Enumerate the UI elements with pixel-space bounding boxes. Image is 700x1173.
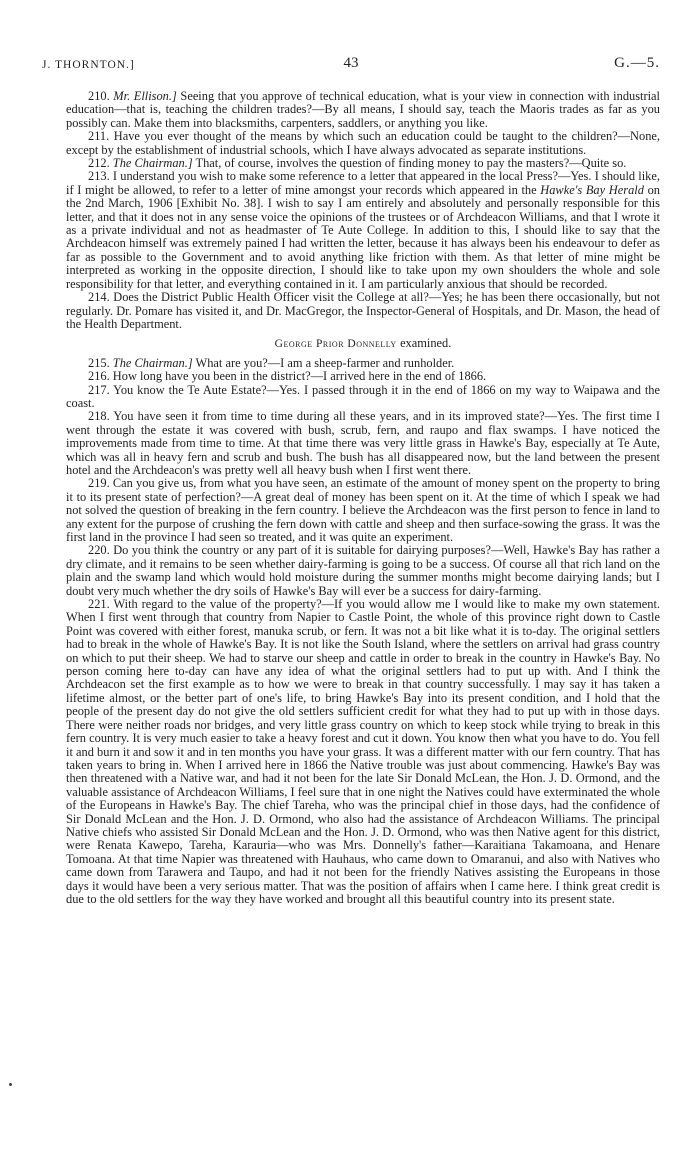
paragraph-215 [66,357,660,370]
paragraph-text: Have you ever thought of the means by which such an education could be taught to the children?—None, except by the establishment of industrial schools, which I have always advocated as separate institutions. [66,129,660,157]
paragraph-number: 211. [88,129,110,144]
document-body [66,90,660,906]
paragraph-218 [66,410,660,477]
document-reference: G.—5. [614,55,660,71]
witness-name: George Prior Donnelly [274,338,397,351]
paragraph-text: Seeing that you approve of technical education, what is your view in connection with industrial education—that is, teaching the children trades?—By all means, I should say, teach the Maoris trades as far as you possibly can. Make them into blacksmiths, carpenters, saddlers, or anything you like. [66,89,660,130]
paragraph-text: Do you think the country or any part of it is suitable for dairying purposes?—Well, Hawke's Bay has rather a dry climate, and it remains to be seen whether dairy-farming is going to be a success. Of course all that rich land on the plain and the swamp land which would hold moisture during the summer months might become dairying lands; but I doubt very much whether the dry soils of Hawke's Bay will ever be a success for dairy-farming. [66,543,660,598]
paragraph-number: 217. [88,382,110,397]
page-number: 43 [343,55,359,71]
paragraph-216 [66,370,660,383]
paragraph-number: 216. [88,369,110,384]
paragraph-211 [66,130,660,157]
paragraph-219 [66,477,660,544]
paragraph-text: You have seen it from time to time during all these years, and in its improved state?—Yes. The first time I went through the estate it was covered with bush, scrub, fern, and raupo and flax swamps. I have noticed the improvements made from time to time. At that time there was very little grass in Hawke's Bay, especially at Te Aute, which was all in heavy fern and scrub and bush. The bush has all disappeared now, but the land between the present hotel and the Archdeacon's was pretty well all heavy bush when I first went there. [66,409,661,477]
paragraph-number: 212. [88,156,110,171]
paragraph-number: 220. [88,543,110,558]
witness-running-head: J. THORNTON.] [42,59,135,71]
paragraph-text-continued: on the 2nd March, 1906 [Exhibit No. 38]. I wish to say I am entirely and absolutely and personally responsible for this letter, and that it does not in any sense voice the opinions of the trustees or of Archdeacon Williams, and that I wrote it as a private individual and not as headmaster of Te Aute College. In addition to this, I should like to say that the Archdeacon himself was extremely pained I had written the letter, because it has always been his endeavour to defer as far as possible to the Government and to avoid anything like friction with them. As that letter of mine might be interpreted as working in the opposite direction, I should like to take upon my own shoulders the whole and sole responsibility for that letter, and everything contained in it. I am particularly anxious that should be recorded. [66,182,660,291]
paragraph-number: 218. [88,409,110,424]
paragraph-text: You know the Te Aute Estate?—Yes. I passed through it in the end of 1866 on my way to Waipawa and the coast. [66,382,660,410]
paragraph-number: 213. [88,169,110,184]
paragraph-text: I understand you wish to make some reference to a letter that appeared in the local Press?—Yes. I should like, if I might be allowed, to refer to a letter of mine amongst your records which appeared in the [66,169,660,197]
paragraph-text: With regard to the value of the property?—If you would allow me I would like to make my own statement. When I first went through that country from Napier to Castle Point, the whole of this province right down to Castle Point was covered with either forest, manuka scrub, or fern. It was not a bit like what it is to-day. The original settlers had to break in the whole of Hawke's Bay. It is not like the South Island, where the settlers on arrival had grass country on which to put their sheep. We had to starve our sheep and cattle in order to break in the country in Hawke's Bay. No person coming here to-day can have any idea of what the original settlers had to put up with. And I think the Archdeacon set the first example as to how we were to break in that country successfully. I may say it has taken a lifetime almost, or the better part of one's life, to bring Hawke's Bay into its present condition, and I hold that the people of the present day do not give the old settlers sufficient credit for what they had to put up with in those days. There were neither roads nor bridges, and very little grass country on which to keep stock while trying to break in this fern country. It is very much easier to take a heavy forest and cut it down. You know then what you have to do. You fell it and burn it and sow it and in ten months you have your grass. It was a different matter with our fern country. That has taken years to bring in. When I arrived here in 1866 the Native trouble was just about commencing. Hawke's Bay was then threatened with a Native war, and had it not been for the late Sir Donald McLean, the Hon. J. D. Ormond, and the valuable assistance of Archdeacon Williams, I feel sure that in one night the Natives could have exterminated the whole of the Europeans in Hawke's Bay. The chief Tareha, who was the principal chief in those days, had the confidence of Sir Donald McLean and the Hon. J. D. Ormond, who also had the assistance of Archdeacon Williams. The principal Native chiefs who assisted Sir Donald McLean and the Hon. J. D. Ormond, who was then Native agent for this district, were Renata Kawepo, Tareha, Karauria—who was Mrs. Donnelly's father—Karaitiana Takamoana, and Henare Tomoana. At that time Napier was threatened with Hauhaus, who came down to Omaranui, and also with Natives who came down from Tarawera and Taupo, and had it not been for the friendly Natives assisting the Europeans in those days it would have been a very serious matter. That was the position of affairs when I came here. I think great credit is due to the old settlers for the way they have worked and brought all this beautiful country into its present state. [66,597,661,906]
speaker-label: The Chairman.] [112,355,193,370]
paragraph-number: 215. [88,355,110,370]
margin-mark [9,1083,12,1086]
paragraph-217 [66,384,660,411]
paragraph-210 [66,90,660,130]
paragraph-text: That, of course, involves the question of finding money to pay the masters?—Quite so. [195,156,627,171]
paragraph-number: 210. [88,89,110,103]
paragraph-220 [66,544,660,598]
paragraph-text: Can you give us, from what you have seen, an estimate of the amount of money spent on the property to bring it to its present state of perfection?—A great deal of money has been spent on it. At the time of which I speak we had not solved the question of breaking in the fern country. I believe the Archdeacon was the first person to fence in land to any extent for the purpose of crushing the fern down with cattle and sheep and then surface-sowing the grass. It was the first land in the province I had seen so treated, and it was quite an experiment. [66,476,660,544]
paragraph-number: 219. [88,476,110,491]
newspaper-title: Hawke's Bay Herald [540,182,644,197]
page-header [42,55,660,75]
paragraph-text: What are you?—I am a sheep-farmer and runholder. [195,355,455,370]
paragraph-214 [66,291,660,331]
paragraph-212 [66,157,660,170]
witness-heading-suffix: examined. [400,336,452,351]
paragraph-number: 221. [88,597,110,612]
paragraph-text: How long have you been in the district?—I arrived here in the end of 1866. [112,369,487,384]
paragraph-text: Does the District Public Health Officer visit the College at all?—Yes; he has been there occasionally, but not regularly. Dr. Pomare has visited it, and Dr. MacGregor, the Inspector-General of Hospitals, and Dr. Mason, the head of the Health Department. [66,290,660,331]
paragraph-number: 214. [88,290,110,305]
speaker-label: Mr. Ellison.] [113,89,177,103]
speaker-label: The Chairman.] [112,156,193,171]
witness-heading [66,337,660,351]
paragraph-213 [66,170,660,291]
paragraph-221 [66,598,660,906]
